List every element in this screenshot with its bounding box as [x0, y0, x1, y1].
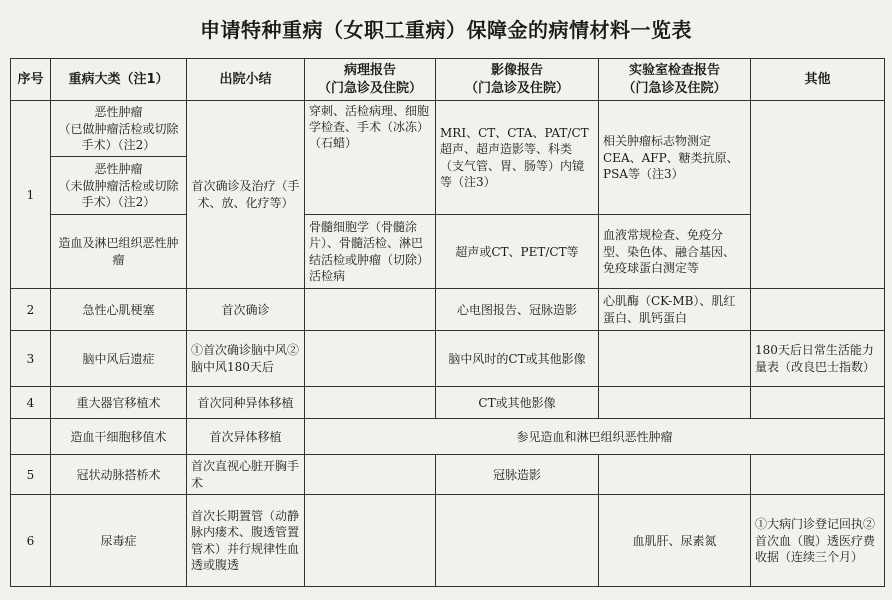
- header-other: 其他: [751, 59, 885, 101]
- row6-other: ①大病门诊登记回执②首次血（腹）透医疗费收据（连续三个月）: [751, 495, 885, 587]
- page-title: 申请特种重病（女职工重病）保障金的病情材料一览表: [200, 18, 692, 42]
- row3-lab: [599, 331, 751, 387]
- row4b-no: [11, 419, 51, 455]
- row4-no: 4: [11, 387, 51, 419]
- row3-pathology: [305, 331, 436, 387]
- row6-lab: 血肌肝、尿素氮: [599, 495, 751, 587]
- header-category: 重病大类（注1）: [51, 59, 187, 101]
- row4-pathology: [305, 387, 436, 419]
- row6-category: 尿毒症: [51, 495, 187, 587]
- row5-pathology: [305, 455, 436, 495]
- row2-other: [751, 289, 885, 331]
- row5-other: [751, 455, 885, 495]
- row5-no: 5: [11, 455, 51, 495]
- row3-no: 3: [11, 331, 51, 387]
- header-discharge: 出院小结: [187, 59, 305, 101]
- table-row: [11, 331, 885, 387]
- row4-other: [751, 387, 885, 419]
- header-no: 序号: [11, 59, 51, 101]
- row6-discharge: 首次长期置管（动静脉内瘘术、腹透管置管术）并行规律性血透或腹透: [187, 495, 305, 587]
- row3-other: 180天后日常生活能力量表（改良巴士指数）: [751, 331, 885, 387]
- row5-category: 冠状动脉搭桥术: [51, 455, 187, 495]
- row1-category-a: 恶性肿瘤 （已做肿瘤活检或切除手术）（注2）: [51, 101, 187, 157]
- conditions-table: [10, 58, 885, 587]
- header-pathology: 病理报告 （门急诊及住院）: [305, 59, 436, 101]
- row1-no: 1: [11, 101, 51, 289]
- header-imaging: 影像报告 （门急诊及住院）: [436, 59, 599, 101]
- row2-pathology: [305, 289, 436, 331]
- row4-discharge: 首次同种异体移植: [187, 387, 305, 419]
- table-row: [11, 101, 885, 157]
- table-row: [11, 289, 885, 331]
- row2-lab: 心肌酶（CK-MB）、肌红蛋白、肌钙蛋白: [599, 289, 751, 331]
- table-row: [11, 387, 885, 419]
- row1-imaging-c: 超声或CT、PET/CT等: [436, 215, 599, 289]
- row2-imaging: 心电图报告、冠脉造影: [436, 289, 599, 331]
- row4b-merged-note: 参见造血和淋巴组织恶性肿瘤: [305, 419, 885, 455]
- row1-category-b: 恶性肿瘤 （未做肿瘤活检或切除手术）（注2）: [51, 157, 187, 215]
- table-row: [11, 495, 885, 587]
- row2-discharge: 首次确诊: [187, 289, 305, 331]
- row1-lab-c: 血液常规检查、免疫分型、染色体、融合基因、免疫球蛋白测定等: [599, 215, 751, 289]
- row1-pathology-c: 骨髓细胞学（骨髓涂片）、骨髓活检、淋巴结活检或肿瘤（切除）活检病: [305, 215, 436, 289]
- table-row: [11, 455, 885, 495]
- row4-imaging: CT或其他影像: [436, 387, 599, 419]
- row1-imaging-ab: MRI、CT、CTA、PAT/CT超声、超声造影等、科类（支气管、胃、肠等）内镜等（注3）: [436, 101, 599, 215]
- row2-no: 2: [11, 289, 51, 331]
- row5-imaging: 冠脉造影: [436, 455, 599, 495]
- row4-lab: [599, 387, 751, 419]
- header-lab: 实验室检查报告 （门急诊及住院）: [599, 59, 751, 101]
- row5-discharge: 首次直视心脏开胸手术: [187, 455, 305, 495]
- row1-other: [751, 101, 885, 289]
- row2-category: 急性心肌梗塞: [51, 289, 187, 331]
- table-row: [11, 419, 885, 455]
- row4b-category: 造血干细胞移值术: [51, 419, 187, 455]
- row4-category: 重大器官移植术: [51, 387, 187, 419]
- row6-no: 6: [11, 495, 51, 587]
- row1-discharge: 首次确诊及治疗（手术、放、化疗等）: [187, 101, 305, 289]
- row1-pathology-ab: 穿刺、活检病理、细胞学检查、手术（冰冻）（石蜡）: [305, 101, 436, 215]
- row4b-discharge: 首次异体移植: [187, 419, 305, 455]
- row3-category: 脑中风后遗症: [51, 331, 187, 387]
- row1-category-c: 造血及淋巴组织恶性肿瘤: [51, 215, 187, 289]
- row1-lab-ab: 相关肿瘤标志物测定CEA、AFP、糖类抗原、PSA等（注3）: [599, 101, 751, 215]
- row3-discharge: ①首次确诊脑中风②脑中风180天后: [187, 331, 305, 387]
- row5-lab: [599, 455, 751, 495]
- row6-pathology: [305, 495, 436, 587]
- row3-imaging: 脑中风时的CT或其他影像: [436, 331, 599, 387]
- table-header-row: [11, 59, 885, 101]
- row6-imaging: [436, 495, 599, 587]
